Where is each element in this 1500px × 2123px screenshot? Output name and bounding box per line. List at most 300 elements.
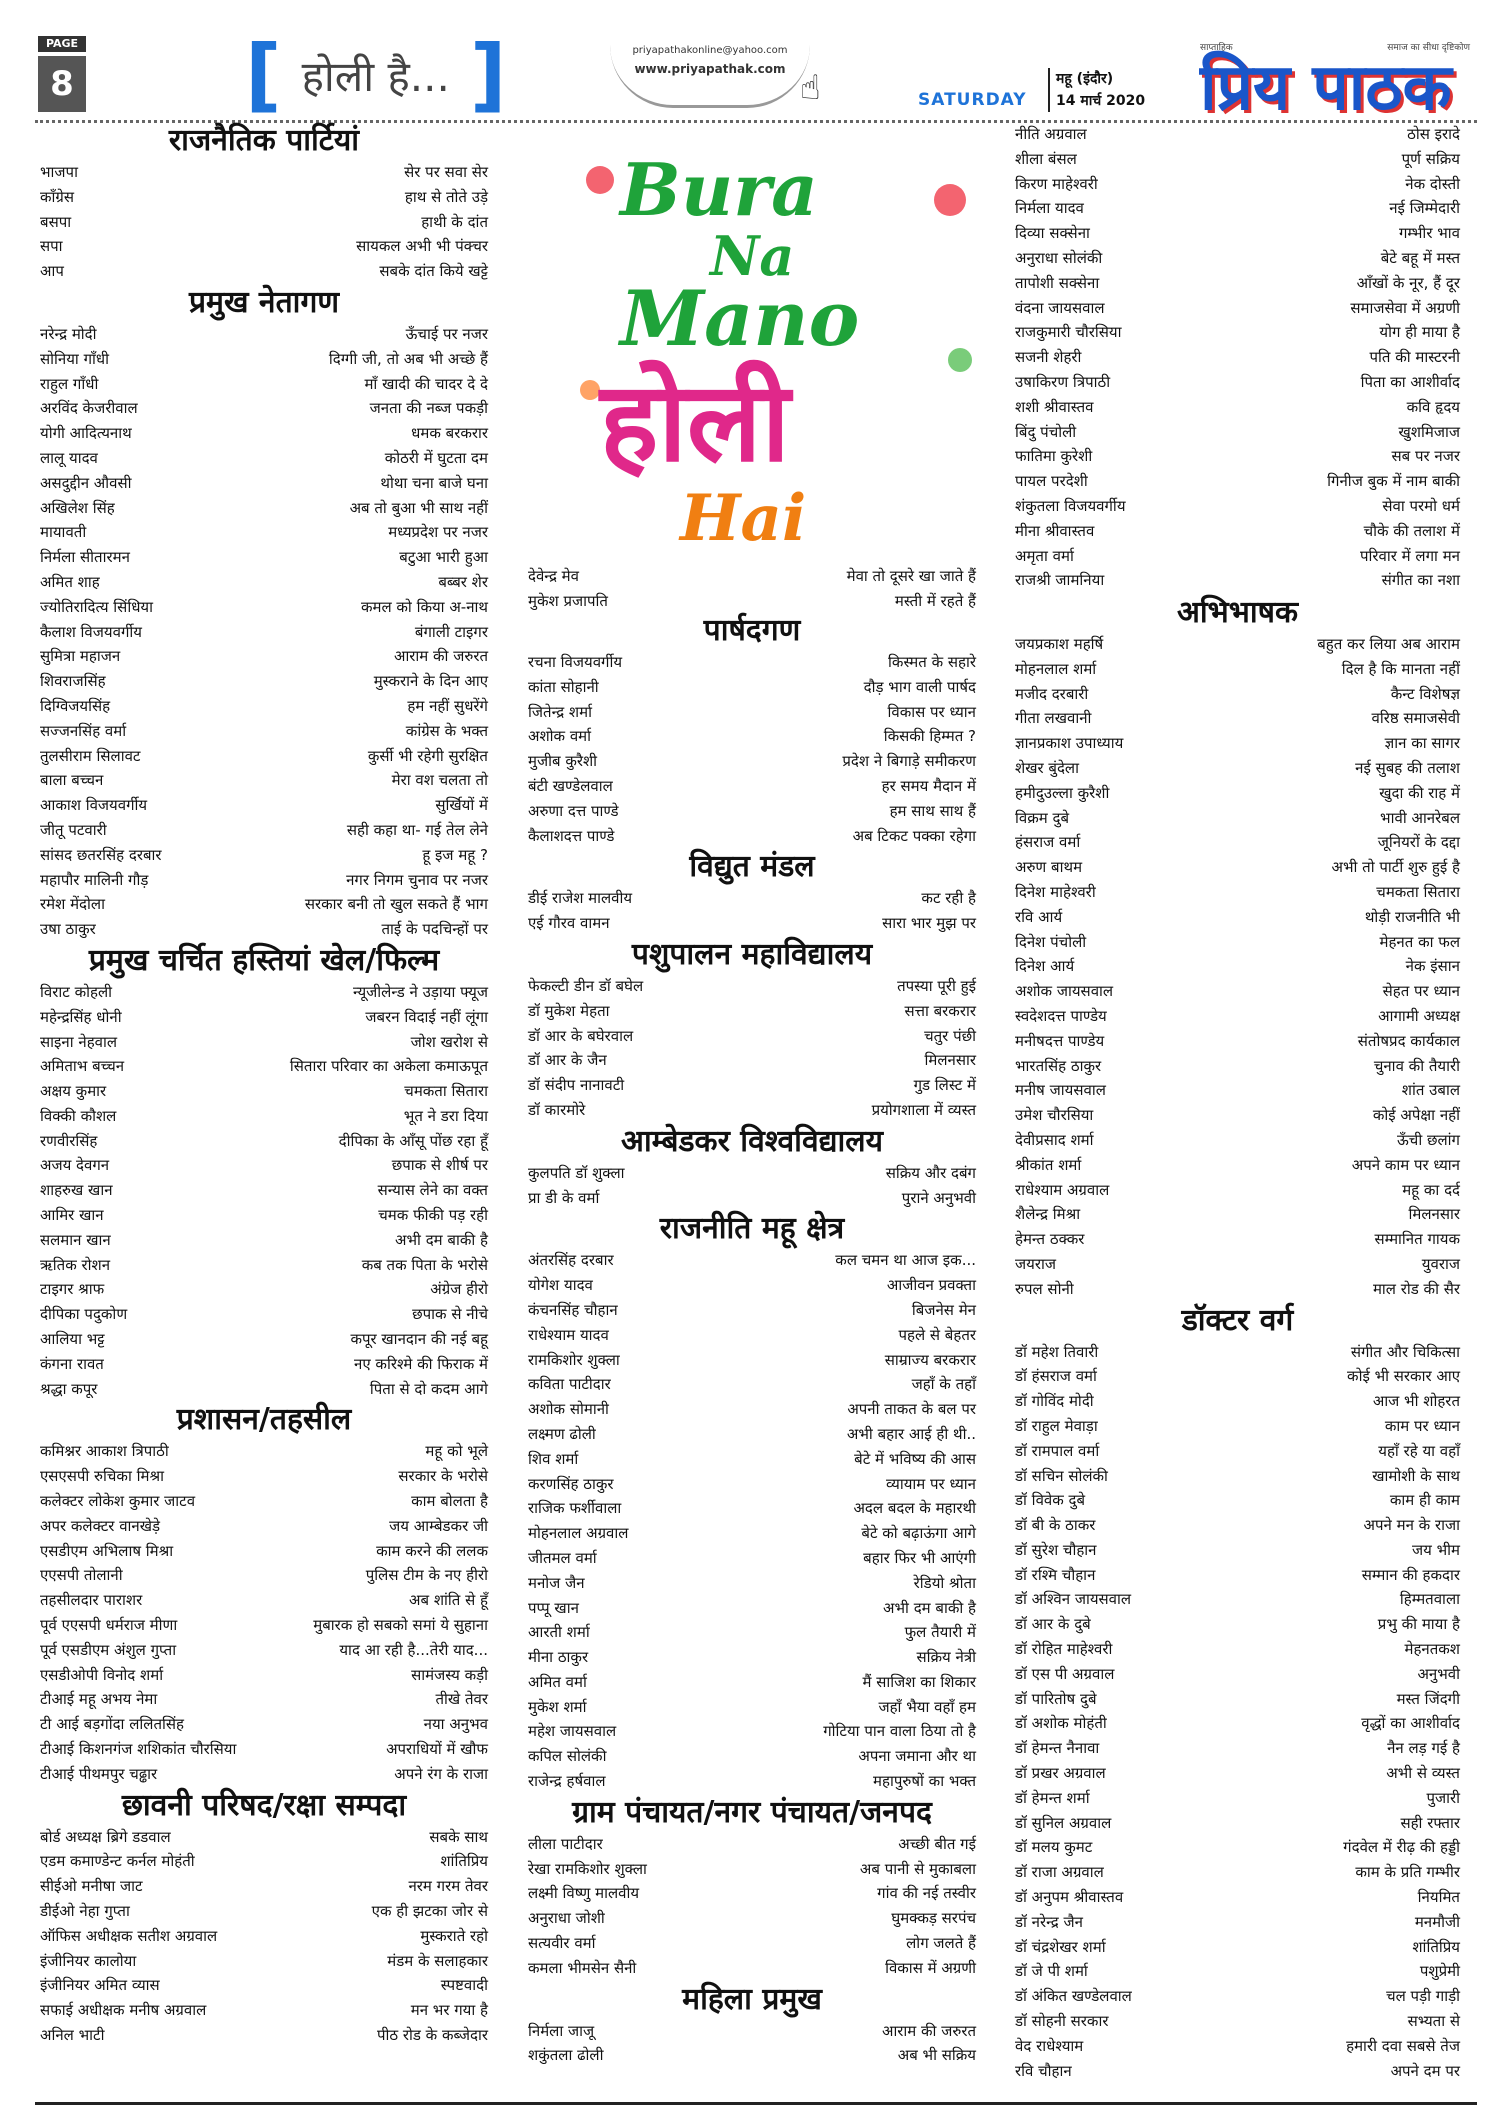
list-item xyxy=(1015,1178,1460,1203)
list-item xyxy=(1015,1078,1460,1103)
person-name: डॉ सुरेश चौहान xyxy=(1015,1540,1097,1559)
holi-remark: आज भी शोहरत xyxy=(1372,1392,1460,1411)
list-item xyxy=(40,1030,488,1055)
holi-remark: नया अनुभव xyxy=(423,1715,488,1734)
list-item xyxy=(40,1377,488,1402)
person-name: मनोज जैन xyxy=(528,1573,585,1592)
person-name: सोनिया गाँधी xyxy=(40,349,110,368)
person-name: कपिल सोलंकी xyxy=(528,1747,607,1766)
email-text[interactable]: priyapathakonline@yahoo.com xyxy=(632,45,788,56)
holi-remark: गिनीज बुक में नाम बाकी xyxy=(1327,472,1460,491)
person-name: डॉ सुनिल अग्रवाल xyxy=(1015,1813,1112,1832)
list-item xyxy=(40,1949,488,1974)
holi-remark: मेरा वश चलता तो xyxy=(391,771,488,790)
list-item xyxy=(1015,1364,1460,1389)
person-name: डॉ रश्मि चौहान xyxy=(1015,1565,1096,1584)
list-item xyxy=(1015,1004,1460,1029)
holi-remark: हाथी के दांत xyxy=(421,212,488,231)
list-item xyxy=(1015,806,1460,831)
holi-remark: मिलनसार xyxy=(1408,1205,1460,1224)
holi-remark: साम्राज्य बरकरार xyxy=(884,1350,976,1369)
person-name: महेश जायसवाल xyxy=(528,1722,617,1741)
holi-remark: बेटे को बढ़ाऊंगा आगे xyxy=(861,1524,976,1543)
person-name: अमित वर्मा xyxy=(528,1672,587,1691)
person-name: डॉ एस पी अग्रवाल xyxy=(1015,1664,1115,1683)
hand-pointer-icon: ☝ xyxy=(800,68,821,108)
person-name: बोर्ड अध्यक्ष ब्रिगे डडवाल xyxy=(40,1827,171,1846)
person-name: सज्जनसिंह वर्मा xyxy=(40,721,127,740)
list-item xyxy=(40,768,488,793)
person-name: कुलपति डॉ शुक्ला xyxy=(528,1163,625,1182)
holi-remark: माँ खादी की चादर दे दे xyxy=(364,374,488,393)
person-name: सांसद छतरसिंह दरबार xyxy=(40,845,162,864)
list-item xyxy=(40,1228,488,1253)
person-name: अरविंद केजरीवाल xyxy=(40,399,138,418)
person-name: डॉ आर के दुबे xyxy=(1015,1615,1091,1634)
list-item xyxy=(1015,568,1460,593)
list-item xyxy=(40,570,488,595)
holi-remark: जूनियरों के दद्दा xyxy=(1377,833,1460,852)
list-item xyxy=(40,1825,488,1850)
list-item xyxy=(1015,1935,1460,1960)
person-name: डॉ जे पी शर्मा xyxy=(1015,1962,1088,1981)
person-name: राजेन्द्र हर्षवाल xyxy=(528,1772,606,1791)
person-name: लीला पाटीदार xyxy=(528,1834,603,1853)
holi-remark: नरम गरम तेवर xyxy=(408,1877,488,1896)
person-name: आप xyxy=(40,262,64,281)
list-item xyxy=(40,892,488,917)
holi-remark: अब शांति से हूँ xyxy=(409,1591,488,1610)
list-item xyxy=(528,1931,976,1956)
person-name: निर्मला सीतारमन xyxy=(40,548,130,567)
section-title: अभिभाषक xyxy=(1176,595,1299,630)
person-name: नरेन्द्र मोदी xyxy=(40,324,97,343)
holi-remark: सन्यास लेने का वक्त xyxy=(377,1181,488,1200)
list-item xyxy=(1015,880,1460,905)
list-item xyxy=(528,1048,976,1073)
person-name: फातिमा कुरेशी xyxy=(1015,447,1093,466)
person-name: डॉ हेमन्त शर्मा xyxy=(1015,1788,1090,1807)
person-name: हेमन्त ठक्कर xyxy=(1015,1230,1085,1249)
person-name: अनुराधा सोलंकी xyxy=(1015,248,1103,267)
holi-remark: कुर्सी भी रहेगी सुरक्षित xyxy=(367,746,488,765)
person-name: जयराज xyxy=(1015,1254,1056,1273)
holi-remark: हिम्मतवाला xyxy=(1399,1590,1460,1609)
list-item xyxy=(528,2043,976,2068)
person-name: देवेन्द्र मेव xyxy=(528,567,579,585)
list-item xyxy=(1015,320,1460,345)
list-item xyxy=(528,974,976,999)
person-name: उषाकिरण त्रिपाठी xyxy=(1015,372,1111,391)
list-item xyxy=(1015,830,1460,855)
right-column-top xyxy=(1015,122,1460,593)
holi-remark: व्यायाम पर ध्यान xyxy=(885,1474,976,1493)
list-item xyxy=(528,799,976,824)
art-na: Na xyxy=(710,224,795,288)
list-item xyxy=(1015,1389,1460,1414)
person-name: अंतरसिंह दरबार xyxy=(528,1251,614,1270)
person-name: मोहनलाल शर्मा xyxy=(1015,659,1097,678)
person-name: राधेश्याम अग्रवाल xyxy=(1015,1180,1110,1199)
right-column xyxy=(1015,594,1460,2083)
holi-remark: आराम की जरुरत xyxy=(393,647,488,666)
person-name: अमृता वर्मा xyxy=(1015,546,1074,565)
person-name: अशोक वर्मा xyxy=(528,727,592,746)
holi-remark: काम ही काम xyxy=(1389,1491,1460,1510)
list-item xyxy=(1015,196,1460,221)
holi-remark: पहले से बेहतर xyxy=(898,1325,976,1344)
list-item xyxy=(1015,147,1460,172)
holi-remark: अब पानी से मुकाबला xyxy=(859,1859,976,1878)
person-name: बिंदु पंचोली xyxy=(1015,422,1077,441)
list-item xyxy=(1015,1029,1460,1054)
holi-remark: बंगाली टाइगर xyxy=(414,622,488,641)
page-label: PAGE xyxy=(38,36,86,52)
holi-remark: अपना जमाना और था xyxy=(858,1747,976,1766)
person-name: भाजपा xyxy=(40,163,78,181)
person-name: डॉ कारमोरे xyxy=(528,1100,586,1119)
person-name: तुलसीराम सिलावट xyxy=(40,746,141,765)
person-name: सफाई अधीक्षक मनीष अग्रवाल xyxy=(40,2001,207,2020)
holi-remark: माल रोड की सैर xyxy=(1372,1279,1460,1298)
person-name: अशोक जायसवाल xyxy=(1015,982,1114,1001)
holi-remark: सरकार बनी तो खुल सकते हैं भाग xyxy=(304,895,488,914)
person-name: कमला भीमसेन सैनी xyxy=(528,1958,637,1977)
section-title: राजनीति महू क्षेत्र xyxy=(659,1211,845,1247)
person-name: डॉ हंसराज वर्मा xyxy=(1015,1367,1097,1386)
list-item xyxy=(40,234,488,259)
person-name: किरण माहेश्वरी xyxy=(1015,174,1098,193)
holi-remark: मैं साजिश का शिकार xyxy=(862,1672,976,1691)
holi-remark: अनुभवी xyxy=(1417,1664,1460,1683)
list-item xyxy=(528,1956,976,1981)
holi-remark: बेटे बहू में मस्त xyxy=(1380,248,1460,267)
section-title: विद्युत मंडल xyxy=(689,849,815,885)
person-name: जितेन्द्र शर्मा xyxy=(528,702,592,721)
list-item xyxy=(40,595,488,620)
holi-remark: पिता से दो कदम आगे xyxy=(369,1379,488,1398)
holi-remark: शांतिप्रिय xyxy=(440,1852,488,1871)
list-item xyxy=(1015,1563,1460,1588)
list-item xyxy=(528,1857,976,1882)
holi-remark: कवि हृदय xyxy=(1406,397,1460,416)
person-name: राजिक फर्शीवाला xyxy=(528,1499,622,1518)
holi-remark: कमल को किया अ-नाथ xyxy=(360,597,488,616)
person-name: जयप्रकाश महर्षि xyxy=(1015,635,1104,653)
person-name: शाहरुख खान xyxy=(40,1181,113,1200)
holi-remark: चौके की तलाश में xyxy=(1363,521,1460,540)
person-name: डॉ संदीप नानावटी xyxy=(528,1076,625,1095)
holi-remark: मुस्कराते रहो xyxy=(420,1926,488,1945)
list-item xyxy=(528,1248,976,1273)
list-item xyxy=(1015,954,1460,979)
person-name: रुपल सोनी xyxy=(1015,1279,1074,1298)
holi-remark: किस्मत के सहारे xyxy=(888,653,976,671)
person-name: आकाश विजयवर्गीय xyxy=(40,796,148,815)
section-title: प्रशासन/तहसील xyxy=(176,1402,352,1438)
list-item xyxy=(1015,1513,1460,1538)
holi-remark: सारा भार मुझ पर xyxy=(882,914,976,933)
list-item xyxy=(528,1422,976,1447)
person-name: डॉ मलय कुमट xyxy=(1015,1838,1093,1857)
person-name: डॉ हेमन्त नैनावा xyxy=(1015,1739,1100,1758)
person-name: डॉ अनुपम श्रीवास्तव xyxy=(1015,1888,1124,1907)
list-item xyxy=(1015,172,1460,197)
list-item xyxy=(528,1546,976,1571)
person-name: डीई राजेश मालवीय xyxy=(528,889,633,908)
holi-remark: सही कहा था- गई तेल लेने xyxy=(346,820,488,839)
person-name: रवि आर्य xyxy=(1015,907,1063,926)
person-name: ज्ञानप्रकाश उपाध्याय xyxy=(1015,734,1124,753)
list-item xyxy=(528,675,976,700)
person-name: रमेश मेंदोला xyxy=(40,895,105,914)
person-name: साइना नेहवाल xyxy=(40,1032,118,1051)
list-item xyxy=(40,1563,488,1588)
list-item xyxy=(40,322,488,347)
holi-remark: अभी से व्यस्त xyxy=(1386,1764,1460,1783)
list-item xyxy=(528,1273,976,1298)
holi-remark: हम साथ साथ हैं xyxy=(889,801,976,820)
art-holi: होली xyxy=(600,358,790,486)
person-name: जीतमल वर्मा xyxy=(528,1548,597,1567)
holi-remark: सही रफ्तार xyxy=(1400,1813,1460,1832)
holi-remark: गुड लिस्ट में xyxy=(913,1076,976,1095)
holi-remark: मनमौजी xyxy=(1414,1912,1460,1931)
person-name: कविता पाटीदार xyxy=(528,1375,611,1394)
list-item xyxy=(1015,1439,1460,1464)
person-name: हंसराज वर्मा xyxy=(1015,833,1081,852)
person-name: हमीदुउल्ला कुरैशी xyxy=(1015,783,1110,802)
list-item xyxy=(1015,1103,1460,1128)
list-item xyxy=(528,2019,976,2044)
list-item xyxy=(40,1203,488,1228)
holi-remark: लोग जलते हैं xyxy=(906,1934,976,1953)
person-name: अमित शाह xyxy=(40,572,100,591)
list-item xyxy=(528,1881,976,1906)
list-item xyxy=(40,1998,488,2023)
holi-remark: गम्भीर भाव xyxy=(1398,224,1460,243)
holi-remark: चमकता सितारा xyxy=(1376,882,1460,901)
holi-remark: पुजारी xyxy=(1426,1788,1460,1807)
holi-remark: अभी तो पार्टी शुरु हुई है xyxy=(1331,858,1460,877)
list-item xyxy=(1015,519,1460,544)
holi-remark: कोठरी में घुटता दम xyxy=(384,448,488,467)
list-item xyxy=(40,694,488,719)
list-item xyxy=(528,564,976,589)
holi-remark: पूर्ण सक्रिय xyxy=(1401,149,1460,168)
list-item xyxy=(528,1521,976,1546)
holi-remark: सक्रिय नेत्री xyxy=(916,1648,976,1667)
list-item xyxy=(528,724,976,749)
bura-na-mano-holi-hai-artwork xyxy=(560,140,980,560)
list-item xyxy=(1015,1202,1460,1227)
holi-remark: प्रभु की माया है xyxy=(1377,1615,1460,1634)
person-name: सजनी शेहरी xyxy=(1015,348,1082,367)
list-item xyxy=(40,843,488,868)
holi-remark: पति की मास्टरनी xyxy=(1369,348,1460,367)
list-item xyxy=(528,824,976,849)
date-label: 14 मार्च 2020 xyxy=(1056,93,1146,109)
section-title: प्रमुख नेतागण xyxy=(188,284,340,320)
list-item xyxy=(40,1687,488,1712)
person-name: शैलेन्द्र मिश्रा xyxy=(1015,1205,1081,1224)
list-item xyxy=(40,1054,488,1079)
person-name: डॉ रोहित माहेश्वरी xyxy=(1015,1640,1113,1659)
list-item xyxy=(528,1719,976,1744)
holi-remark: अपने दम पर xyxy=(1390,2061,1460,2080)
holi-remark: बब्बर शेर xyxy=(438,572,488,591)
list-item xyxy=(528,1298,976,1323)
person-name: रामकिशोर शुक्ला xyxy=(528,1350,620,1369)
section-title: महिला प्रमुख xyxy=(682,1981,822,2017)
list-item xyxy=(528,1447,976,1472)
person-name: स्वदेशदत्त पाण्डेय xyxy=(1015,1006,1107,1025)
person-name: कंगना रावत xyxy=(40,1354,104,1373)
person-name: शिव शर्मा xyxy=(528,1449,579,1468)
person-name: शेखर बुंदेला xyxy=(1015,758,1079,777)
holi-remark: बिजनेस मेन xyxy=(911,1300,976,1319)
list-item xyxy=(1015,756,1460,781)
person-name: टीआई पीथमपुर चढ्ढार xyxy=(40,1764,158,1783)
holi-remark: खुशमिजाज xyxy=(1398,422,1460,441)
page-number-box xyxy=(38,36,86,116)
list-item xyxy=(528,1372,976,1397)
list-item xyxy=(40,1104,488,1129)
list-item xyxy=(1015,2059,1460,2084)
list-item xyxy=(40,1352,488,1377)
list-item xyxy=(1015,1959,1460,1984)
person-name: करणसिंह ठाकुर xyxy=(528,1474,614,1493)
person-name: टीआई किशनगंज शशिकांत चौरसिया xyxy=(40,1740,237,1759)
person-name: डॉ विवेक दुबे xyxy=(1015,1491,1086,1510)
holi-remark: जय आम्बेडकर जी xyxy=(389,1516,488,1535)
person-name: कांता सोहानी xyxy=(528,677,599,696)
list-item xyxy=(1015,271,1460,296)
art-mano: Mano xyxy=(620,274,860,363)
logo-tag-left: साप्ताहिक xyxy=(1200,43,1233,53)
list-item xyxy=(1015,1711,1460,1736)
list-item xyxy=(40,1973,488,1998)
date-box xyxy=(1048,68,1145,112)
holi-remark: आराम की जरुरत xyxy=(881,2021,976,2040)
holi-remark: दीपिका के आँसू पोंछ रहा हूँ xyxy=(338,1131,488,1150)
person-name: डॉ गोविंद मोदी xyxy=(1015,1392,1094,1411)
holi-remark: चुनाव की तैयारी xyxy=(1373,1056,1460,1075)
list-item xyxy=(40,1849,488,1874)
column-title xyxy=(245,28,507,121)
list-item xyxy=(1015,1910,1460,1935)
list-item xyxy=(40,818,488,843)
holi-remark: कल चमन था आज इक... xyxy=(835,1251,976,1270)
holi-remark: रेडियो श्रोता xyxy=(913,1573,976,1592)
holi-remark: पिता का आशीर्वाद xyxy=(1360,372,1460,391)
person-name: सुमित्रा महाजन xyxy=(40,647,121,666)
list-item xyxy=(40,396,488,421)
person-name: मीना ठाकुर xyxy=(528,1648,589,1667)
person-name: पायल परदेशी xyxy=(1015,472,1088,491)
holi-remark: अब टिकट पक्का रहेगा xyxy=(852,826,976,845)
person-name: कॉंग्रेस xyxy=(40,187,75,206)
list-item xyxy=(40,372,488,397)
holi-remark: सत्ता बरकरार xyxy=(904,1001,976,1020)
list-item xyxy=(1015,682,1460,707)
holi-remark: हर समय मैदान में xyxy=(881,776,976,795)
list-item xyxy=(40,868,488,893)
holi-remark: सेहत पर ध्यान xyxy=(1382,982,1460,1001)
person-name: मनीष जायसवाल xyxy=(1015,1081,1106,1100)
section-title: पशुपालन महाविद्यालय xyxy=(631,936,873,972)
list-item xyxy=(40,1302,488,1327)
holi-remark: घुमक्कड़ सरपंच xyxy=(891,1909,976,1928)
holi-remark: अच्छी बीत गई xyxy=(898,1834,976,1853)
list-item xyxy=(528,650,976,675)
holi-remark: शांतिप्रिय xyxy=(1412,1937,1460,1956)
holi-remark: नई सुबह की तलाश xyxy=(1355,758,1460,777)
list-item xyxy=(528,1832,976,1857)
list-item xyxy=(40,1899,488,1924)
holi-remark: हम नहीं सुधरेंगे xyxy=(407,696,488,715)
holi-remark: पशुप्रेमी xyxy=(1419,1962,1460,1981)
person-name: फेकल्टी डीन डॉ बघेल xyxy=(528,976,644,995)
person-name: सीईओ मनीषा जाट xyxy=(40,1877,143,1896)
person-name: आरती शर्मा xyxy=(528,1623,590,1642)
list-item xyxy=(1015,731,1460,756)
person-name: डॉ अश्विन जायसवाल xyxy=(1015,1590,1132,1609)
holi-remark: भावी आनरेबल xyxy=(1380,808,1460,827)
holi-remark: अभी बहार आई ही थी.. xyxy=(846,1424,976,1443)
holi-remark: अपराधियों में खौफ xyxy=(386,1740,488,1759)
person-name: डॉ नरेन्द्र जैन xyxy=(1015,1912,1083,1931)
list-item xyxy=(40,744,488,769)
list-item xyxy=(1015,632,1460,657)
person-name: बाला बच्चन xyxy=(40,771,104,790)
list-item xyxy=(1015,122,1460,147)
list-item xyxy=(1015,1761,1460,1786)
list-item xyxy=(1015,395,1460,420)
holi-remark: सरकार के भरोसे xyxy=(398,1467,488,1486)
person-name: सलमान खान xyxy=(40,1230,111,1249)
person-name: एएसपी तोलानी xyxy=(40,1566,123,1585)
person-name: अमिताभ बच्चन xyxy=(40,1057,125,1076)
holi-remark: आँखों के नूर, हैं दूर xyxy=(1356,273,1460,292)
person-name: मुकेश प्रजापति xyxy=(528,591,608,610)
person-name: मजीद दरबारी xyxy=(1015,684,1089,703)
holi-remark: संगीत का नशा xyxy=(1381,571,1460,590)
list-item xyxy=(528,1472,976,1497)
list-item xyxy=(528,1397,976,1422)
holi-remark: फुल तैयारी में xyxy=(904,1623,976,1642)
holi-remark: कट रही है xyxy=(921,889,976,908)
person-name: निर्मला जाजू xyxy=(528,2021,595,2040)
holi-remark: गोटिया पान वाला ठिया तो है xyxy=(823,1722,976,1741)
list-item xyxy=(1015,1587,1460,1612)
holi-remark: कपूर खानदान की नई बहू xyxy=(350,1330,488,1349)
person-name: विक्रम दुबे xyxy=(1015,808,1070,827)
list-item xyxy=(1015,930,1460,955)
column-title-text: होली है... xyxy=(301,51,450,101)
list-item xyxy=(40,1613,488,1638)
list-item xyxy=(1015,1860,1460,1885)
list-item xyxy=(1015,1153,1460,1178)
holi-remark: मस्ती में रहते हैं xyxy=(894,591,976,610)
holi-remark: अंग्रेज हीरो xyxy=(430,1280,488,1299)
website-link[interactable]: www.priyapathak.com xyxy=(634,62,786,76)
holi-remark: सक्रिय और दबंग xyxy=(885,1163,976,1182)
person-name: महापौर मालिनी गौड़ xyxy=(40,870,149,889)
list-item xyxy=(40,446,488,471)
list-item xyxy=(528,1186,976,1211)
list-item xyxy=(1015,246,1460,271)
